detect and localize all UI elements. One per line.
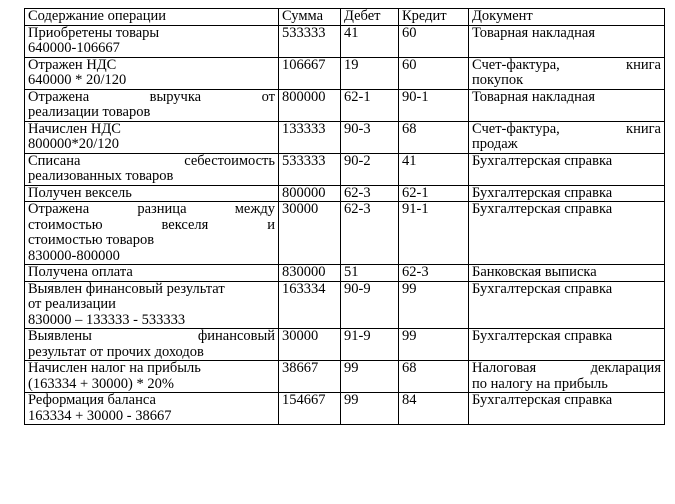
cell-debit: 19 [341, 57, 399, 89]
cell-sum: 800000 [279, 89, 341, 121]
cell-debit: 62-1 [341, 89, 399, 121]
content-line: Выявлен финансовый результат [28, 280, 225, 297]
content-line: Списана себестоимость [28, 152, 275, 169]
cell-content [25, 281, 279, 329]
cell-content [25, 361, 279, 393]
table-row [25, 25, 665, 57]
cell-credit: 68 [399, 361, 469, 393]
table-row [25, 153, 665, 185]
document-line: по налогу на прибыль [472, 375, 608, 392]
cell-sum: 30000 [279, 202, 341, 265]
content-line: Получен вексель [28, 184, 132, 201]
cell-credit: 62-1 [399, 185, 469, 202]
cell-content [25, 265, 279, 282]
content-line: (163334 + 30000) * 20% [28, 375, 174, 392]
cell-document [469, 185, 665, 202]
cell-credit: 99 [399, 329, 469, 361]
content-line: Отражена разница между [28, 201, 275, 217]
content-line: Начислен НДС [28, 120, 121, 137]
cell-document [469, 393, 665, 425]
cell-sum: 38667 [279, 361, 341, 393]
content-line: Получена оплата [28, 264, 133, 280]
table-body [25, 25, 665, 425]
cell-debit: 41 [341, 25, 399, 57]
document-line: Товарная накладная [472, 24, 596, 41]
content-line: Выявлены финансовый [28, 328, 275, 344]
cell-sum: 154667 [279, 393, 341, 425]
content-line: стоимостью векселя и [28, 216, 275, 233]
header-content: Содержание операции [25, 9, 279, 26]
cell-document [469, 329, 665, 361]
table-row [25, 185, 665, 202]
cell-debit: 90-2 [341, 153, 399, 185]
content-line: стоимостью товаров [28, 232, 155, 248]
content-line: Приобретены товары [28, 24, 160, 41]
cell-credit: 91-1 [399, 202, 469, 265]
content-line: от реализации [28, 296, 116, 312]
header-debit: Дебет [341, 9, 399, 26]
cell-sum: 800000 [279, 185, 341, 202]
cell-content [25, 121, 279, 153]
table-row [25, 361, 665, 393]
document-line: Бухгалтерская справка [472, 184, 613, 201]
table-row [25, 329, 665, 361]
content-line: результат от прочих доходов [28, 343, 204, 360]
document-line: Бухгалтерская справка [472, 392, 613, 408]
document-line: Бухгалтерская справка [472, 280, 613, 297]
cell-sum: 533333 [279, 25, 341, 57]
content-line: Реформация баланса [28, 392, 156, 408]
cell-document [469, 361, 665, 393]
cell-document [469, 57, 665, 89]
cell-content [25, 393, 279, 425]
document-line: Бухгалтерская справка [472, 201, 613, 217]
content-line: Отражен НДС [28, 56, 117, 73]
header-document: Документ [469, 9, 665, 26]
document-line: Счет-фактура, книга [472, 120, 661, 137]
content-line: реализации товаров [28, 104, 151, 120]
cell-debit: 91-9 [341, 329, 399, 361]
table-row [25, 202, 665, 265]
table-row [25, 89, 665, 121]
cell-document [469, 89, 665, 121]
document-line: Банковская выписка [472, 264, 597, 280]
cell-credit: 99 [399, 281, 469, 329]
content-line: 830000 – 133333 - 533333 [28, 311, 186, 328]
content-line: реализованных товаров [28, 168, 174, 184]
table-row [25, 393, 665, 425]
content-line: Отражена выручка от [28, 88, 275, 105]
cell-document [469, 121, 665, 153]
document-line: Товарная накладная [472, 88, 596, 105]
cell-sum: 30000 [279, 329, 341, 361]
document-line: Бухгалтерская справка [472, 328, 613, 344]
cell-credit: 84 [399, 393, 469, 425]
cell-document [469, 25, 665, 57]
cell-credit: 68 [399, 121, 469, 153]
cell-document [469, 202, 665, 265]
cell-content [25, 185, 279, 202]
table-row [25, 57, 665, 89]
content-line: 640000 * 20/120 [28, 72, 127, 88]
content-line: Начислен налог на прибыль [28, 360, 201, 376]
cell-sum: 106667 [279, 57, 341, 89]
content-line: 830000-800000 [28, 247, 120, 264]
cell-sum: 133333 [279, 121, 341, 153]
document-line: покупок [472, 72, 524, 88]
cell-sum: 830000 [279, 265, 341, 282]
cell-credit: 60 [399, 57, 469, 89]
cell-credit: 90-1 [399, 89, 469, 121]
table-row [25, 265, 665, 282]
cell-content [25, 202, 279, 265]
cell-debit: 99 [341, 361, 399, 393]
cell-document [469, 153, 665, 185]
document-line: Бухгалтерская справка [472, 152, 613, 169]
content-line: 163334 + 30000 - 38667 [28, 407, 172, 424]
cell-sum: 163334 [279, 281, 341, 329]
cell-debit: 90-9 [341, 281, 399, 329]
accounting-entries-table [24, 8, 665, 425]
cell-content [25, 153, 279, 185]
cell-content [25, 329, 279, 361]
cell-content [25, 57, 279, 89]
cell-credit: 62-3 [399, 265, 469, 282]
content-line: 640000-106667 [28, 40, 120, 56]
document-line: продаж [472, 136, 518, 152]
cell-credit: 60 [399, 25, 469, 57]
cell-credit: 41 [399, 153, 469, 185]
table-row [25, 121, 665, 153]
cell-debit: 90-3 [341, 121, 399, 153]
cell-debit: 62-3 [341, 202, 399, 265]
cell-document [469, 281, 665, 329]
cell-sum: 533333 [279, 153, 341, 185]
table-row [25, 281, 665, 329]
cell-debit: 51 [341, 265, 399, 282]
cell-document [469, 265, 665, 282]
document-line: Налоговая декларация [472, 360, 661, 376]
cell-debit: 99 [341, 393, 399, 425]
content-line: 800000*20/120 [28, 136, 120, 152]
cell-debit: 62-3 [341, 185, 399, 202]
cell-content [25, 89, 279, 121]
cell-content [25, 25, 279, 57]
header-credit: Кредит [399, 9, 469, 26]
header-sum: Сумма [279, 9, 341, 26]
document-line: Счет-фактура, книга [472, 56, 661, 73]
table-header-row [25, 9, 665, 26]
